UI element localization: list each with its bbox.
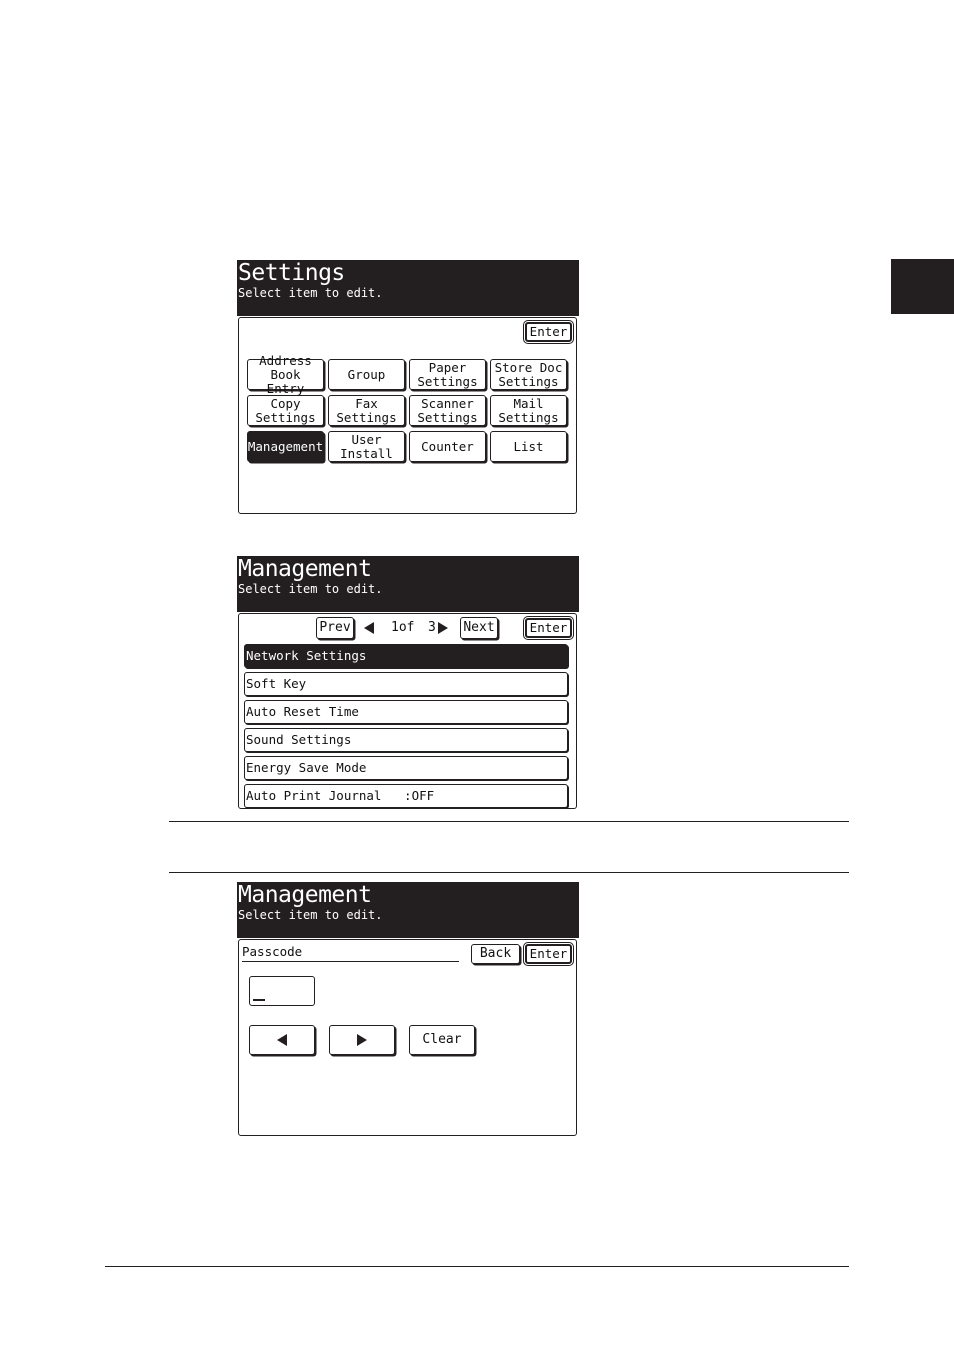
settings-button[interactable]: Fax Settings [328,395,405,426]
settings-button[interactable]: Copy Settings [247,395,324,426]
management-enter-button[interactable]: Enter [525,618,572,638]
page-indicator-current: 1of [391,620,415,635]
management-subtitle: Select item to edit. [238,582,383,596]
passcode-panel [238,939,577,1136]
management-list-item[interactable]: Soft Key [244,672,568,696]
cursor-right-button[interactable] [329,1025,395,1055]
settings-button[interactable]: User Install [328,431,405,462]
footer-rule [105,1266,849,1267]
page-indicator-total: 3 [428,620,436,635]
settings-button[interactable]: Store Doc Settings [490,359,567,390]
chapter-tab-marker [891,259,954,314]
prev-arrow-icon[interactable] [364,622,374,634]
back-button[interactable]: Back [471,944,520,964]
passcode-enter-button[interactable]: Enter [525,944,572,964]
settings-button[interactable]: Paper Settings [409,359,486,390]
management-list-item[interactable]: Auto Print Journal :OFF [244,784,568,808]
settings-button[interactable]: Group [328,359,405,390]
text-cursor [253,999,265,1001]
management-list-item[interactable]: Network Settings [244,644,568,668]
settings-button[interactable]: Scanner Settings [409,395,486,426]
settings-title-bar [237,260,579,316]
settings-title: Settings [238,260,345,286]
passcode-label: Passcode [242,944,459,962]
settings-button[interactable]: Counter [409,431,486,462]
management-screen [237,556,579,812]
settings-button[interactable]: Address Book Entry [247,359,324,390]
next-arrow-icon[interactable] [438,622,448,634]
prev-button[interactable]: Prev [316,617,354,639]
right-arrow-icon [357,1034,367,1046]
next-button[interactable]: Next [460,617,498,639]
passcode-input[interactable] [249,976,315,1006]
step-divider-bottom [169,872,849,873]
settings-screen [237,260,579,516]
settings-subtitle: Select item to edit. [238,286,383,300]
settings-button[interactable]: Mail Settings [490,395,567,426]
settings-enter-button[interactable]: Enter [525,322,572,342]
management-list-item[interactable]: Sound Settings [244,728,568,752]
cursor-left-button[interactable] [249,1025,315,1055]
management-list-item[interactable]: Energy Save Mode [244,756,568,780]
passcode-screen-title: Management [238,882,372,908]
passcode-screen [237,882,579,1138]
settings-panel [238,317,577,514]
step-divider-top [169,821,849,822]
management-title: Management [238,556,372,582]
management-title-bar [237,556,579,612]
management-list-item[interactable]: Auto Reset Time [244,700,568,724]
management-panel [238,613,577,809]
passcode-screen-subtitle: Select item to edit. [238,908,383,922]
clear-button[interactable]: Clear [409,1025,475,1055]
passcode-title-bar [237,882,579,938]
left-arrow-icon [277,1034,287,1046]
settings-button[interactable]: Management [247,431,324,462]
settings-button[interactable]: List [490,431,567,462]
